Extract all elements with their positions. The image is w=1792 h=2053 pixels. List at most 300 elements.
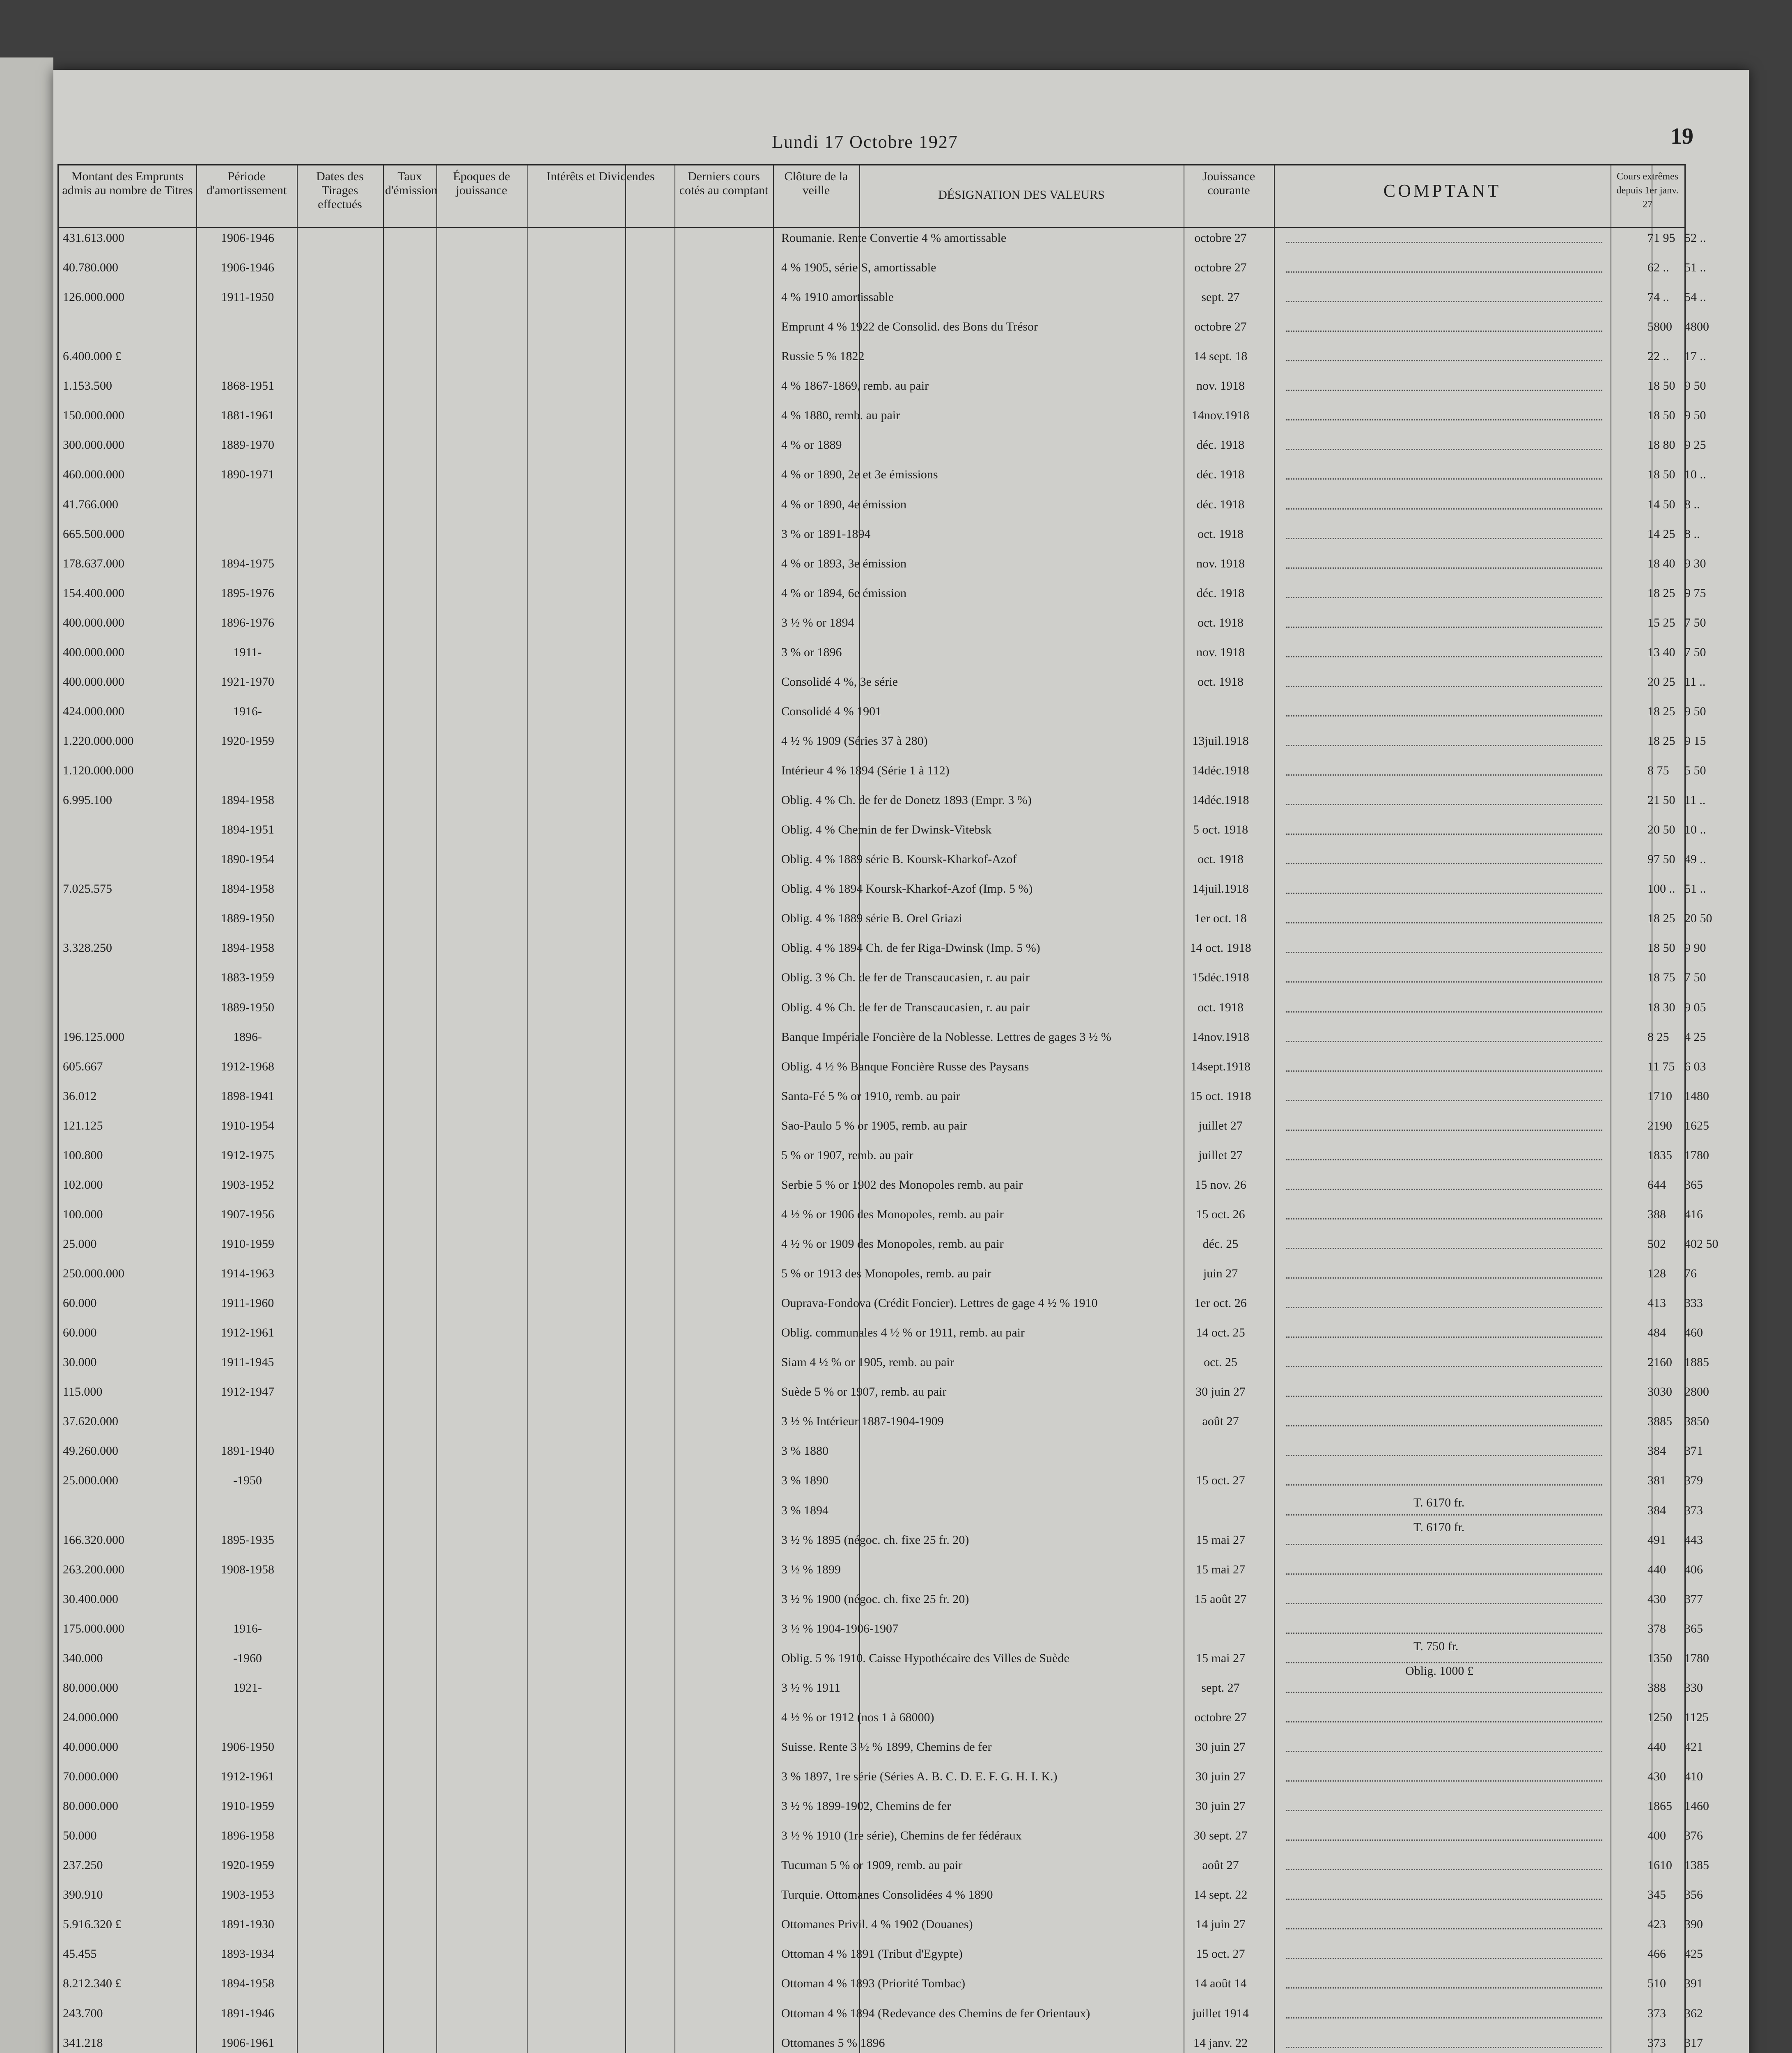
cell-amt: 1.153.500 bbox=[63, 379, 112, 393]
cell-name: Consolidé 4 %, 3e série bbox=[781, 675, 898, 689]
table-row bbox=[59, 497, 1700, 514]
cell-per: 1916- bbox=[233, 704, 262, 718]
cell-name: 4 % 1880, remb. au pair bbox=[781, 409, 900, 423]
cell-name: Consolidé 4 % 1901 bbox=[781, 704, 882, 718]
cell-per: 1920-1959 bbox=[221, 1858, 274, 1872]
cell-hi: 62 .. bbox=[1647, 261, 1669, 275]
cell-lo: 460 bbox=[1684, 1326, 1703, 1340]
dotted-leader bbox=[1286, 675, 1602, 687]
cell-per: 1868-1951 bbox=[221, 379, 274, 393]
table-row bbox=[59, 764, 1706, 780]
book-edge bbox=[0, 57, 53, 2053]
cell-amt: 431.613.000 bbox=[63, 231, 124, 245]
cell-per: 1894-1958 bbox=[221, 882, 274, 896]
cell-per: 1903-1952 bbox=[221, 1178, 274, 1192]
cell-amt: 49.260.000 bbox=[63, 1444, 118, 1458]
dotted-leader bbox=[1286, 1089, 1602, 1101]
cell-hi: 100 .. bbox=[1647, 882, 1675, 896]
cell-jou: octobre 27 bbox=[1194, 1710, 1247, 1724]
cell-name: Ouprava-Fondova (Crédit Foncier). Lettres de gage 4 ½ % 1910 bbox=[781, 1296, 1098, 1310]
cell-hi: 502 bbox=[1647, 1237, 1666, 1251]
cell-name: Oblig. 4 % 1894 Koursk-Kharkof-Azof (Imp. 5 %) bbox=[781, 882, 1033, 896]
cell-lo: 7 50 bbox=[1684, 645, 1706, 659]
cell-jou: oct. 1918 bbox=[1198, 615, 1244, 629]
cell-per: 1920-1959 bbox=[221, 734, 274, 748]
cell-amt: 400.000.000 bbox=[63, 645, 124, 659]
cell-jou: oct. 1918 bbox=[1198, 852, 1244, 866]
cell-per: 1912-1975 bbox=[221, 1148, 274, 1162]
cell-amt: 341.218 bbox=[63, 2036, 103, 2050]
cell-amt: 70.000.000 bbox=[63, 1770, 118, 1784]
cell-jou: 15 oct. 1918 bbox=[1190, 1089, 1251, 1103]
table-row bbox=[59, 1858, 1709, 1875]
cell-per: 1908-1958 bbox=[221, 1562, 274, 1576]
cell-jou: août 27 bbox=[1202, 1858, 1239, 1872]
table-row bbox=[59, 1710, 1709, 1727]
cell-name: 3 ½ % 1899 bbox=[781, 1562, 841, 1576]
cell-amt: 175.000.000 bbox=[63, 1621, 124, 1635]
table-row bbox=[59, 1533, 1703, 1550]
cell-name: 3 ½ % 1911 bbox=[781, 1681, 840, 1695]
cell-name: Tucuman 5 % or 1909, remb. au pair bbox=[781, 1858, 963, 1872]
cell-amt: 30.000 bbox=[63, 1355, 97, 1369]
cell-amt: 40.780.000 bbox=[63, 261, 118, 275]
dotted-leader bbox=[1286, 1001, 1602, 1013]
table-row bbox=[59, 1118, 1709, 1135]
cell-per: 1889-1950 bbox=[221, 912, 274, 925]
cell-jou: 14 janv. 22 bbox=[1193, 2036, 1248, 2050]
table-row bbox=[59, 882, 1706, 898]
cell-name: Siam 4 ½ % or 1905, remb. au pair bbox=[781, 1355, 954, 1369]
cell-name: Sao-Paulo 5 % or 1905, remb. au pair bbox=[781, 1118, 967, 1132]
dotted-leader bbox=[1286, 823, 1602, 835]
cell-hi: 491 bbox=[1647, 1533, 1666, 1547]
cell-per: 1889-1970 bbox=[221, 438, 274, 452]
cell-per: 1894-1958 bbox=[221, 793, 274, 807]
cell-hi: 466 bbox=[1647, 1947, 1666, 1961]
dotted-leader bbox=[1286, 1178, 1602, 1190]
cell-name: 3 ½ % 1910 (1re série), Chemins de fer fédéraux bbox=[781, 1829, 1022, 1843]
cell-hi: 400 bbox=[1647, 1829, 1666, 1843]
cell-name: Santa-Fé 5 % or 1910, remb. au pair bbox=[781, 1089, 960, 1103]
dotted-leader bbox=[1286, 379, 1602, 391]
cell-lo: 9 50 bbox=[1684, 379, 1706, 393]
cell-lo: 365 bbox=[1684, 1621, 1703, 1635]
cell-hi: 18 25 bbox=[1647, 586, 1675, 600]
cell-amt: 115.000 bbox=[63, 1385, 103, 1399]
table-row bbox=[59, 379, 1706, 395]
cell-lo: 1885 bbox=[1684, 1355, 1709, 1369]
col-periode: Période d'amortissement bbox=[206, 170, 287, 197]
cell-per: 1911-1960 bbox=[221, 1296, 274, 1310]
cell-hi: 11 75 bbox=[1647, 1059, 1675, 1073]
cell-amt: 37.620.000 bbox=[63, 1415, 118, 1428]
cell-lo: 1125 bbox=[1684, 1710, 1709, 1724]
cell-hi: 3885 bbox=[1647, 1415, 1672, 1428]
cell-per: 1906-1946 bbox=[221, 261, 274, 275]
cell-hi: 2190 bbox=[1647, 1118, 1672, 1132]
col-designation: DÉSIGNATION DES VALEURS bbox=[938, 188, 1105, 202]
cell-lo: 1480 bbox=[1684, 1089, 1709, 1103]
cell-name: 4 % or 1893, 3e émission bbox=[781, 556, 906, 570]
cell-per: 1890-1954 bbox=[221, 852, 274, 866]
dotted-leader bbox=[1286, 882, 1602, 894]
dotted-leader bbox=[1286, 971, 1602, 983]
cell-name: 3 ½ % 1899-1902, Chemins de fer bbox=[781, 1799, 951, 1813]
cell-amt: 340.000 bbox=[63, 1651, 103, 1665]
cell-hi: 18 25 bbox=[1647, 704, 1675, 718]
cell-amt: 250.000.000 bbox=[63, 1267, 124, 1281]
cell-per: -1960 bbox=[233, 1651, 262, 1665]
cell-name: 4 ½ % or 1912 (nos 1 à 68000) bbox=[781, 1710, 934, 1724]
cell-per: 1894-1975 bbox=[221, 556, 274, 570]
cell-name: Ottoman 4 % 1894 (Redevance des Chemins de fer Orientaux) bbox=[781, 2006, 1090, 2020]
dotted-leader bbox=[1286, 1326, 1602, 1338]
cell-hi: 378 bbox=[1647, 1621, 1666, 1635]
cell-lo: 379 bbox=[1684, 1474, 1703, 1488]
dotted-leader bbox=[1286, 734, 1602, 746]
cell-per: 1906-1950 bbox=[221, 1740, 274, 1754]
cell-lo: 1780 bbox=[1684, 1148, 1709, 1162]
cell-amt: 237.250 bbox=[63, 1858, 103, 1872]
dotted-leader bbox=[1286, 852, 1602, 864]
cell-jou: juillet 27 bbox=[1198, 1148, 1243, 1162]
cell-amt: 6.400.000 £ bbox=[63, 349, 122, 363]
cell-amt: 126.000.000 bbox=[63, 290, 124, 304]
cell-name: 3 ½ % or 1894 bbox=[781, 615, 854, 629]
table-row bbox=[59, 1770, 1703, 1786]
cell-jou: 15 mai 27 bbox=[1196, 1651, 1245, 1665]
cell-per: 1894-1958 bbox=[221, 941, 274, 955]
dotted-leader bbox=[1286, 764, 1602, 776]
cell-hi: 2160 bbox=[1647, 1355, 1672, 1369]
table-row bbox=[59, 1148, 1709, 1165]
cell-hi: 1710 bbox=[1647, 1089, 1672, 1103]
cell-per: 1896-1976 bbox=[221, 615, 274, 629]
table-row bbox=[59, 2036, 1703, 2053]
cell-hi: 510 bbox=[1647, 1977, 1666, 1991]
cell-jou: 15 mai 27 bbox=[1196, 1562, 1245, 1576]
cell-lo: 5 50 bbox=[1684, 764, 1706, 778]
dotted-leader bbox=[1286, 1829, 1602, 1841]
cell-hi: 373 bbox=[1647, 2006, 1666, 2020]
cell-hi: 8 25 bbox=[1647, 1030, 1669, 1044]
cell-per: 1911-1950 bbox=[221, 290, 274, 304]
cell-per: 1912-1961 bbox=[221, 1326, 274, 1340]
col-interets: Intérêts et Dividendes bbox=[546, 170, 655, 183]
cell-jou: nov. 1918 bbox=[1196, 379, 1245, 393]
cell-name: Oblig. 4 % 1894 Ch. de fer Riga-Dwinsk (Imp. 5 %) bbox=[781, 941, 1040, 955]
dotted-leader bbox=[1286, 2036, 1602, 2048]
table-row bbox=[59, 1267, 1697, 1283]
cell-jou: août 27 bbox=[1202, 1415, 1239, 1428]
table-row bbox=[59, 1621, 1703, 1638]
cell-jou: 13juil.1918 bbox=[1192, 734, 1249, 748]
table-row bbox=[59, 1562, 1703, 1579]
cell-hi: 20 50 bbox=[1647, 823, 1675, 837]
cell-amt: 50.000 bbox=[63, 1829, 97, 1843]
cell-lo: 365 bbox=[1684, 1178, 1703, 1192]
dotted-leader bbox=[1286, 557, 1602, 569]
cell-hi: 18 50 bbox=[1647, 941, 1675, 955]
cell-lo: 376 bbox=[1684, 1829, 1703, 1843]
cell-jou: déc. 25 bbox=[1202, 1237, 1239, 1251]
cell-name: 5 % or 1907, remb. au pair bbox=[781, 1148, 913, 1162]
cell-per: 1921- bbox=[233, 1681, 262, 1695]
dotted-leader bbox=[1286, 1858, 1602, 1870]
cell-hi: 18 40 bbox=[1647, 556, 1675, 570]
cell-amt: 460.000.000 bbox=[63, 468, 124, 482]
cell-hi: 423 bbox=[1647, 1918, 1666, 1931]
dotted-leader bbox=[1286, 1385, 1602, 1397]
cell-lo: 7 50 bbox=[1684, 971, 1706, 985]
table-row bbox=[59, 409, 1706, 425]
dotted-leader bbox=[1286, 1474, 1602, 1486]
cell-hi: 18 50 bbox=[1647, 379, 1675, 393]
cell-lo: 410 bbox=[1684, 1770, 1703, 1784]
cell-name: 3 % 1890 bbox=[781, 1474, 828, 1488]
cell-lo: 356 bbox=[1684, 1888, 1703, 1902]
table-row bbox=[59, 941, 1706, 958]
cell-name: Oblig. 4 ½ % Banque Foncière Russe des Paysans bbox=[781, 1059, 1029, 1073]
cell-jou: 14nov.1918 bbox=[1191, 409, 1250, 423]
cell-hi: 128 bbox=[1647, 1267, 1666, 1281]
col-montant: Montant des Emprunts admis au nombre de Titres bbox=[62, 170, 193, 197]
cell-jou: 14 oct. 1918 bbox=[1190, 941, 1251, 955]
dotted-leader bbox=[1286, 616, 1602, 628]
table-row bbox=[59, 645, 1706, 662]
cell-per: 1895-1976 bbox=[221, 586, 274, 600]
table-row bbox=[59, 823, 1706, 839]
cell-name: 3 % 1897, 1re série (Séries A. B. C. D. E. F. G. H. I. K.) bbox=[781, 1770, 1058, 1784]
table-row bbox=[59, 1947, 1703, 1963]
cell-per: 1898-1941 bbox=[221, 1089, 274, 1103]
cell-lo: 3850 bbox=[1684, 1415, 1709, 1428]
cell-per: 1912-1968 bbox=[221, 1059, 274, 1073]
cell-lo: 9 25 bbox=[1684, 438, 1706, 452]
dotted-leader bbox=[1286, 349, 1602, 361]
col-jouissance: Jouissance courante bbox=[1202, 170, 1255, 197]
cell-lo: 402 50 bbox=[1684, 1237, 1719, 1251]
cell-lo: 9 15 bbox=[1684, 734, 1706, 748]
dotted-leader bbox=[1286, 2007, 1602, 2019]
cell-per: 1896- bbox=[233, 1030, 262, 1044]
page-number: 19 bbox=[1670, 124, 1693, 149]
cell-lo: 51 .. bbox=[1684, 261, 1706, 275]
table-header bbox=[59, 165, 1684, 228]
dotted-leader bbox=[1286, 438, 1602, 450]
cell-jou: 1er oct. 18 bbox=[1194, 912, 1247, 925]
cell-amt: 60.000 bbox=[63, 1326, 97, 1340]
comptant-note-4: Oblig. 1000 £ bbox=[1405, 1664, 1473, 1678]
cell-lo: 52 .. bbox=[1684, 231, 1706, 245]
cell-per: 1912-1961 bbox=[221, 1770, 274, 1784]
cell-jou: 14 sept. 22 bbox=[1193, 1888, 1248, 1902]
dotted-leader bbox=[1286, 1237, 1602, 1249]
table-row bbox=[59, 734, 1706, 751]
table-row bbox=[59, 1000, 1706, 1017]
col-derniers-cours: Derniers cours cotés au comptant bbox=[679, 170, 769, 197]
cell-name: 4 % 1910 amortissable bbox=[781, 290, 894, 304]
dotted-leader bbox=[1286, 586, 1602, 598]
dotted-leader bbox=[1286, 1296, 1602, 1308]
cell-amt: 263.200.000 bbox=[63, 1562, 124, 1576]
cell-jou: déc. 1918 bbox=[1196, 438, 1245, 452]
cell-amt: 30.400.000 bbox=[63, 1592, 118, 1606]
cell-per: 1895-1935 bbox=[221, 1533, 274, 1547]
cell-amt: 150.000.000 bbox=[63, 409, 124, 423]
cell-lo: 11 .. bbox=[1684, 675, 1706, 689]
cell-name: 3 ½ % Intérieur 1887-1904-1909 bbox=[781, 1415, 944, 1428]
cell-amt: 8.212.340 £ bbox=[63, 1977, 122, 1991]
cell-jou: 15 nov. 26 bbox=[1195, 1178, 1246, 1192]
table-row bbox=[59, 912, 1712, 928]
cell-name: 5 % or 1913 des Monopoles, remb. au pair bbox=[781, 1267, 991, 1281]
cell-hi: 18 50 bbox=[1647, 468, 1675, 482]
dotted-leader bbox=[1286, 1119, 1602, 1131]
cell-per: 1896-1958 bbox=[221, 1829, 274, 1843]
dotted-leader bbox=[1286, 320, 1602, 332]
cell-lo: 9 50 bbox=[1684, 704, 1706, 718]
cell-amt: 40.000.000 bbox=[63, 1740, 118, 1754]
cell-hi: 18 30 bbox=[1647, 1000, 1675, 1014]
cell-amt: 36.012 bbox=[63, 1089, 97, 1103]
cell-name: 4 % 1867-1869, remb. au pair bbox=[781, 379, 929, 393]
cell-name: Ottomanes 5 % 1896 bbox=[781, 2036, 885, 2050]
dotted-leader bbox=[1286, 645, 1602, 657]
cell-name: 4 ½ % 1909 (Séries 37 à 280) bbox=[781, 734, 928, 748]
cell-name: 4 % or 1894, 6e émission bbox=[781, 586, 906, 600]
table-row bbox=[59, 793, 1706, 810]
cell-per: 1893-1934 bbox=[221, 1947, 274, 1961]
cell-jou: 14 oct. 25 bbox=[1196, 1326, 1245, 1340]
dotted-leader bbox=[1286, 705, 1602, 716]
cell-amt: 1.120.000.000 bbox=[63, 764, 134, 778]
cell-name: 3 ½ % 1904-1906-1907 bbox=[781, 1621, 898, 1635]
col-comptant: COMPTANT bbox=[1383, 181, 1501, 201]
table-row bbox=[59, 1059, 1706, 1076]
table-row bbox=[59, 971, 1706, 987]
cell-per: 1883-1959 bbox=[221, 971, 274, 985]
cell-name: Banque Impériale Foncière de la Noblesse. Lettres de gages 3 ½ % bbox=[781, 1030, 1111, 1044]
cell-lo: 11 .. bbox=[1684, 793, 1706, 807]
cell-amt: 25.000 bbox=[63, 1237, 97, 1251]
cell-name: Intérieur 4 % 1894 (Série 1 à 112) bbox=[781, 764, 950, 778]
cell-name: 3 ½ % 1900 (négoc. ch. fixe 25 fr. 20) bbox=[781, 1592, 969, 1606]
cell-amt: 80.000.000 bbox=[63, 1681, 118, 1695]
table-row bbox=[59, 1385, 1709, 1401]
cell-hi: 1350 bbox=[1647, 1651, 1672, 1665]
dotted-leader bbox=[1286, 1563, 1602, 1575]
cell-hi: 22 .. bbox=[1647, 349, 1669, 363]
cell-jou: nov. 1918 bbox=[1196, 556, 1245, 570]
cell-hi: 430 bbox=[1647, 1592, 1666, 1606]
cell-hi: 413 bbox=[1647, 1296, 1666, 1310]
cell-hi: 18 75 bbox=[1647, 971, 1675, 985]
table-row bbox=[59, 1474, 1703, 1490]
cell-hi: 384 bbox=[1647, 1444, 1666, 1458]
cell-amt: 166.320.000 bbox=[63, 1533, 124, 1547]
cell-amt: 45.455 bbox=[63, 1947, 97, 1961]
dotted-leader bbox=[1286, 1030, 1602, 1042]
cell-lo: 4 25 bbox=[1684, 1030, 1706, 1044]
cell-hi: 18 80 bbox=[1647, 438, 1675, 452]
cell-jou: 30 sept. 27 bbox=[1193, 1829, 1248, 1843]
table-row bbox=[59, 1799, 1709, 1816]
dotted-leader bbox=[1286, 941, 1602, 953]
comptant-note-1: T. 6170 fr. bbox=[1413, 1496, 1465, 1509]
cell-amt: 80.000.000 bbox=[63, 1799, 118, 1813]
dotted-leader bbox=[1286, 290, 1602, 302]
dotted-leader bbox=[1286, 498, 1602, 510]
cell-jou: nov. 1918 bbox=[1196, 645, 1245, 659]
cell-amt: 178.637.000 bbox=[63, 556, 124, 570]
cell-lo: 9 05 bbox=[1684, 1000, 1706, 1014]
cell-hi: 1610 bbox=[1647, 1858, 1672, 1872]
cell-jou: 30 juin 27 bbox=[1195, 1770, 1246, 1784]
cell-per: 1889-1950 bbox=[221, 1000, 274, 1014]
cell-jou: 15 août 27 bbox=[1194, 1592, 1247, 1606]
col-taux: Taux d'émission bbox=[385, 170, 438, 197]
dotted-leader bbox=[1286, 1533, 1602, 1545]
table-row bbox=[59, 1207, 1703, 1224]
cell-per: 1910-1959 bbox=[221, 1799, 274, 1813]
dotted-leader bbox=[1286, 1711, 1602, 1722]
cell-hi: 345 bbox=[1647, 1888, 1666, 1902]
cell-per: 1890-1971 bbox=[221, 468, 274, 482]
cell-per: 1911- bbox=[233, 645, 262, 659]
cell-name: 4 % or 1890, 4e émission bbox=[781, 497, 906, 511]
cell-per: 1912-1947 bbox=[221, 1385, 274, 1399]
cell-lo: 390 bbox=[1684, 1918, 1703, 1931]
cell-name: Oblig. 4 % Ch. de fer de Donetz 1893 (Empr. 3 %) bbox=[781, 793, 1032, 807]
cell-amt: 3.328.250 bbox=[63, 941, 112, 955]
table-row bbox=[59, 1592, 1703, 1609]
cell-name: Oblig. 4 % 1889 série B. Koursk-Kharkof-Azof bbox=[781, 852, 1017, 866]
dotted-leader bbox=[1286, 527, 1602, 539]
table-row bbox=[59, 586, 1706, 603]
cell-lo: 362 bbox=[1684, 2006, 1703, 2020]
table-row bbox=[59, 1977, 1703, 1993]
cell-lo: 330 bbox=[1684, 1681, 1703, 1695]
table-row bbox=[59, 1918, 1703, 1934]
table-row bbox=[59, 1444, 1703, 1461]
dotted-leader bbox=[1286, 1060, 1602, 1072]
cell-jou: 14sept.1918 bbox=[1191, 1059, 1250, 1073]
cell-per: 1914-1963 bbox=[221, 1267, 274, 1281]
cell-lo: 9 75 bbox=[1684, 586, 1706, 600]
cell-lo: 8 .. bbox=[1684, 527, 1700, 541]
cell-jou: déc. 1918 bbox=[1196, 468, 1245, 482]
cell-hi: 18 50 bbox=[1647, 409, 1675, 423]
cell-jou: 14juil.1918 bbox=[1192, 882, 1249, 896]
dotted-leader bbox=[1286, 1888, 1602, 1900]
cell-amt: 665.500.000 bbox=[63, 527, 124, 541]
table-row bbox=[59, 2006, 1703, 2023]
dotted-leader bbox=[1286, 261, 1602, 273]
cell-hi: 18 25 bbox=[1647, 734, 1675, 748]
cell-per: 1891-1930 bbox=[221, 1918, 274, 1931]
cell-amt: 102.000 bbox=[63, 1178, 103, 1192]
cell-per: 1921-1970 bbox=[221, 675, 274, 689]
cell-jou: oct. 25 bbox=[1204, 1355, 1237, 1369]
cell-jou: 15 mai 27 bbox=[1196, 1533, 1245, 1547]
cell-lo: 76 bbox=[1684, 1267, 1697, 1281]
cell-jou: sept. 27 bbox=[1201, 290, 1240, 304]
cell-lo: 333 bbox=[1684, 1296, 1703, 1310]
dotted-leader bbox=[1286, 1799, 1602, 1811]
table-row bbox=[59, 349, 1706, 366]
